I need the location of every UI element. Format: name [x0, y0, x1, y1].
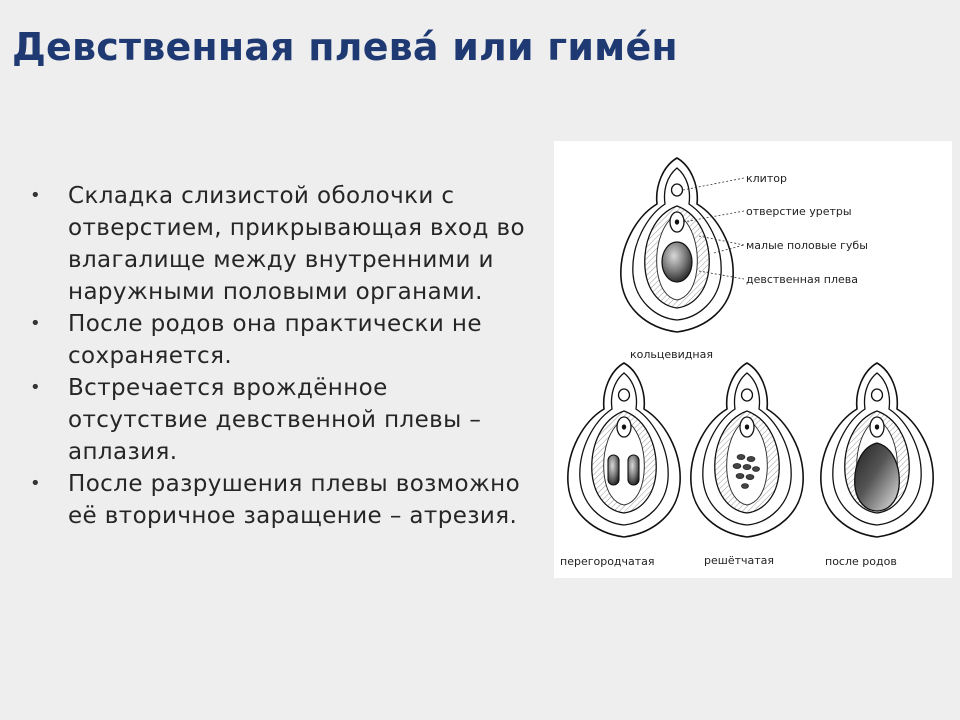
postpartum-hymen-drawing — [821, 363, 933, 537]
label-clitoris: клитор — [746, 172, 787, 185]
septate-hymen-drawing — [568, 363, 680, 537]
bullet-text: Складка слизистой оболочки с отверстием, прикрывающая вход во влагалище между внутренними и наружными половыми органами. — [68, 183, 525, 305]
annular-hymen-drawing — [621, 158, 733, 332]
bullet-text: После разрушения плевы возможно её вторичное заращение – атрезия. — [68, 471, 521, 529]
caption-postpartum: после родов — [825, 555, 897, 568]
slide-title: Девственная плева́ или гиме́н — [12, 25, 678, 69]
bullet-text: После родов она практически не сохраняется. — [68, 311, 482, 369]
bullet-list — [30, 180, 530, 532]
anatomy-figure — [554, 141, 952, 578]
label-labia-minora: малые половые губы — [746, 239, 868, 252]
bullet-icon: • — [30, 313, 42, 334]
cribriform-hymen-drawing — [691, 363, 803, 537]
bullet-icon: • — [30, 473, 42, 494]
bullet-item — [30, 372, 530, 468]
bullet-icon: • — [30, 377, 42, 398]
bullet-item — [30, 468, 530, 532]
bullet-item — [30, 308, 530, 372]
caption-septate: перегородчатая — [560, 555, 655, 568]
bullet-icon: • — [30, 185, 42, 206]
bullet-item — [30, 180, 530, 308]
label-hymen: девственная плева — [746, 273, 859, 286]
caption-cribriform: решётчатая — [704, 554, 774, 567]
label-urethra: отверстие уретры — [746, 205, 852, 218]
bullet-text: Встречается врождённое отсутствие девственной плевы –аплазия. — [68, 375, 482, 465]
caption-annular: кольцевидная — [630, 348, 713, 361]
anatomy-diagram — [554, 141, 952, 578]
